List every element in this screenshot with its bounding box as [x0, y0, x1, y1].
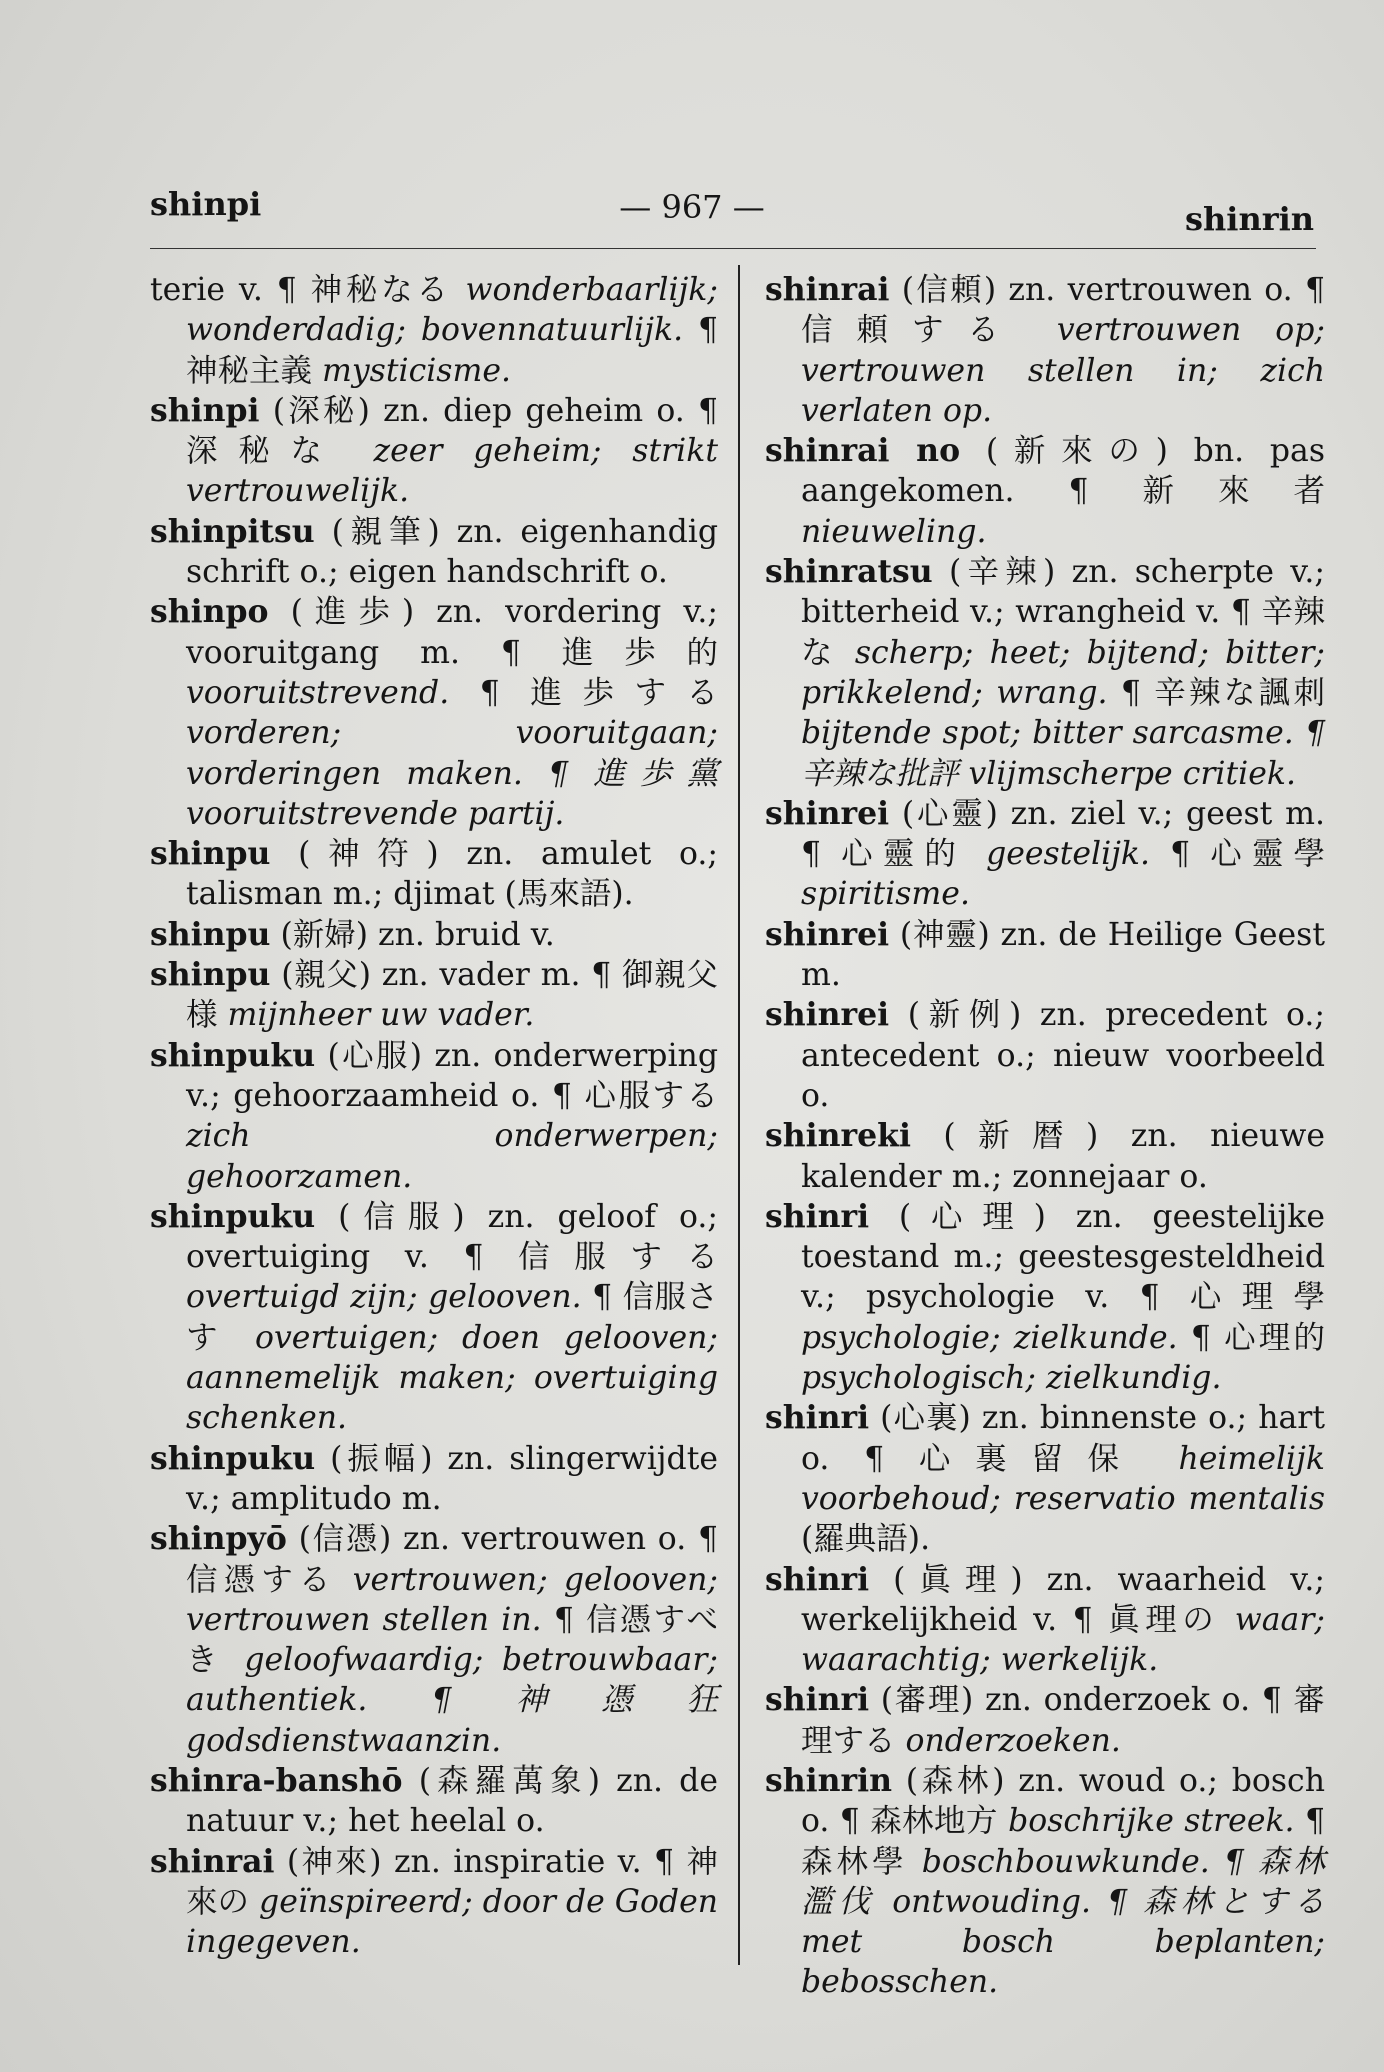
entry-text: (新暦) zn. nieuwe kalender m.; zonnejaar o.: [801, 1118, 1325, 1195]
entry-text: ¶ 進歩する: [479, 674, 718, 711]
entry-translation: psychologie; zielkunde.: [801, 1319, 1191, 1356]
entry-headword: shinrai: [765, 271, 890, 308]
entry-translation: heimelijk voorbehoud; reservatio mentalis: [801, 1440, 1325, 1517]
dictionary-entry: [765, 1197, 1325, 1398]
dictionary-entry: [150, 270, 718, 391]
entry-headword: shinra-banshō: [150, 1761, 403, 1799]
entry-text: (心靈) zn. ziel v.; geest m. ¶ 心靈的: [801, 795, 1325, 873]
dictionary-entry: [150, 1197, 718, 1439]
entry-text: (神來) zn. inspiratie v. ¶ 神來の: [186, 1843, 718, 1920]
entry-translation: wonderbaarlijk; wonderdadig; bovennatuurlijk.: [186, 272, 718, 349]
dictionary-entry: [150, 955, 718, 1036]
entry-text: (眞理) zn. waarheid v.; werkelijkheid v. ¶ 眞理の: [801, 1561, 1325, 1638]
entry-text: (心服) zn. onderwerping v.; gehoorzaamheid o. ¶ 心服する: [186, 1037, 718, 1114]
left-column: [150, 270, 718, 1962]
header-rule: [150, 248, 1316, 249]
entry-text: ¶ 辛辣な諷刺: [1120, 674, 1325, 711]
dictionary-entry: [150, 512, 718, 593]
entry-text: (新婦) zn. bruid v.: [270, 916, 555, 953]
entry-headword: shinpi: [150, 391, 260, 429]
entry-text: (森林) zn. woud o.; bosch o. ¶ 森林地方: [801, 1762, 1325, 1840]
dictionary-entry: [765, 1680, 1325, 1761]
entry-translation: geïnspireerd; door de Goden ingegeven.: [186, 1883, 719, 1961]
entry-headword: shinrin: [765, 1761, 892, 1799]
dictionary-entry: [150, 834, 718, 915]
entry-translation: vooruitstrevend.: [186, 674, 480, 711]
entry-translation: boschrijke streek.: [1008, 1803, 1305, 1840]
entry-text: (親筆) zn. eigenhandig schrift o.; eigen handschrift o.: [186, 513, 718, 591]
dictionary-entry: [150, 1519, 718, 1761]
dictionary-entry: [765, 1761, 1325, 2003]
entry-text: terie v. ¶ 神秘なる: [150, 272, 466, 308]
entry-headword: shinpo: [150, 593, 269, 631]
dictionary-entry: [765, 431, 1325, 552]
entry-translation: waar; waarachtig; werkelijk.: [801, 1601, 1325, 1679]
dictionary-entry: [765, 1560, 1325, 1681]
entry-translation: scherp; heet; bijtend; bitter; prikkelend; wrang.: [801, 634, 1325, 711]
entry-headword: shinrei: [765, 996, 890, 1034]
entry-translation: spiritisme.: [801, 876, 970, 913]
entry-text: (深秘) zn. diep geheim o. ¶ 深秘な: [186, 392, 718, 470]
entry-headword: shinrai: [150, 1842, 275, 1880]
entry-translation: zich onderwerpen; gehoorzamen.: [186, 1118, 718, 1195]
entry-headword: shinrai no: [765, 432, 961, 470]
entry-headword: shinpu: [150, 956, 271, 994]
entry-text: (信憑) zn. vertrouwen o. ¶ 信憑する: [186, 1521, 718, 1598]
entry-translation: overtuigd zijn; gelooven.: [186, 1279, 593, 1316]
entry-translation: mysticisme.: [322, 352, 511, 389]
entry-headword: shinpyō: [150, 1520, 287, 1558]
entry-text: (心裏) zn. binnenste o.; hart o. ¶ 心裏留保: [801, 1400, 1325, 1477]
dictionary-entry: [150, 391, 718, 512]
entry-translation: psychologisch; zielkundig.: [801, 1360, 1222, 1397]
entry-translation: bijtende spot; bitter sarcasme. ¶ 辛辣な批評 vlijmscherpe critiek.: [801, 715, 1325, 792]
dictionary-entry: [150, 915, 718, 955]
entry-headword: shinpuku: [150, 1036, 316, 1074]
entry-text: (森羅萬象) zn. de natuur v.; het heelal o.: [186, 1762, 718, 1840]
entry-text: ¶ 心理的: [1190, 1319, 1325, 1356]
entry-translation: geloofwaardig; betrouwbaar; authentiek. ¶ 神憑狂 godsdienstwaanzin.: [186, 1642, 718, 1759]
entry-translation: nieuweling.: [801, 513, 987, 550]
header-left-guideword: shinpi: [150, 185, 262, 223]
entry-text: (親父) zn. vader m. ¶ 御親父様: [186, 957, 718, 1034]
entry-text: (新來の) bn. pas aangekomen. ¶ 新來者: [801, 433, 1325, 510]
entry-headword: shinri: [765, 1681, 870, 1719]
entry-headword: shinpu: [150, 915, 271, 953]
entry-text: (神符) zn. amulet o.; talisman m.; djimat (馬來語).: [186, 836, 718, 913]
entry-translation: mijnheer uw vader.: [227, 997, 535, 1034]
entry-text: ¶ 心靈學: [1170, 836, 1325, 873]
entry-headword: shinreki: [765, 1117, 911, 1155]
entry-headword: shinri: [765, 1560, 870, 1598]
entry-translation: vorderen; vooruitgaan; vorderingen maken. ¶ 進歩黨 vooruitstrevende partij.: [186, 715, 718, 832]
dictionary-entry: [765, 270, 1325, 431]
dictionary-entry: [150, 1036, 718, 1197]
dictionary-entry: [150, 1439, 718, 1520]
entry-headword: shinpitsu: [150, 512, 315, 550]
entry-translation: overtuigen; doen gelooven; aannemelijk maken; overtuiging schenken.: [186, 1319, 718, 1437]
dictionary-entry: [765, 552, 1325, 794]
dictionary-entry: [150, 1761, 718, 1842]
dictionary-entry: [765, 1116, 1325, 1197]
dictionary-entry: [765, 794, 1325, 915]
entry-text: ¶ 森林學: [801, 1803, 1325, 1880]
entry-text: (辛辣) zn. scherpte v.; bitterheid v.; wrangheid v. ¶ 辛辣な: [801, 554, 1325, 671]
column-divider: [738, 265, 740, 1965]
entry-translation: geestelijk.: [986, 836, 1171, 873]
entry-headword: shinpuku: [150, 1439, 316, 1477]
page-number: — 967 —: [619, 188, 765, 226]
entry-headword: shinri: [765, 1197, 870, 1235]
entry-translation: zeer geheim; strikt vertrouwelijk.: [186, 433, 718, 510]
dictionary-entry: [150, 1842, 718, 1963]
entry-text: (進歩) zn. vordering v.; vooruitgang m. ¶ 進歩的: [186, 594, 718, 671]
entry-text: (審理) zn. onderzoek o. ¶ 審理する: [801, 1682, 1325, 1759]
entry-text: (振幅) zn. slingerwijdte v.; amplitudo m.: [186, 1440, 718, 1517]
dictionary-entry: [765, 995, 1325, 1116]
entry-translation: vertrouwen; gelooven; vertrouwen stellen in.: [186, 1561, 718, 1638]
entry-text: (信服) zn. geloof o.; overtuiging v. ¶ 信服する: [186, 1198, 718, 1276]
entry-text: (新例) zn. precedent o.; antecedent o.; nieuw voorbeeld o.: [801, 997, 1325, 1114]
entry-headword: shinrei: [765, 915, 890, 953]
entry-headword: shinri: [765, 1399, 870, 1437]
dictionary-entry: [150, 592, 718, 834]
entry-text: (神靈) zn. de Heilige Geest m.: [801, 916, 1325, 994]
dictionary-entry: [765, 915, 1325, 996]
entry-headword: shinrei: [765, 794, 890, 832]
dictionary-entry: [765, 1398, 1325, 1559]
right-column: [765, 270, 1325, 2003]
entry-text: ¶ 信憑すべき: [186, 1601, 718, 1679]
entry-translation: vertrouwen op; vertrouwen stellen in; zich verlaten op.: [801, 312, 1325, 429]
entry-text: (心理) zn. geestelijke toestand m.; geestesgesteldheid v.; psychologie v. ¶ 心理學: [801, 1198, 1325, 1316]
entry-translation: onderzoeken.: [905, 1722, 1121, 1759]
entry-headword: shinpuku: [150, 1197, 316, 1235]
entry-headword: shinratsu: [765, 553, 933, 591]
entry-text: (羅典語).: [801, 1521, 931, 1558]
entry-text: (信頼) zn. vertrouwen o. ¶ 信頼する: [801, 272, 1325, 349]
entry-text: ¶ 神秘主義: [186, 312, 718, 389]
entry-text: ¶ 信服さす: [186, 1279, 718, 1356]
header-right-guideword: shinrin: [1185, 200, 1314, 238]
entry-headword: shinpu: [150, 835, 271, 873]
entry-translation: boschbouwkunde. ¶ 森林濫伐 ontwouding. ¶ 森林とする met bosch beplanten; bebosschen.: [801, 1843, 1325, 2001]
